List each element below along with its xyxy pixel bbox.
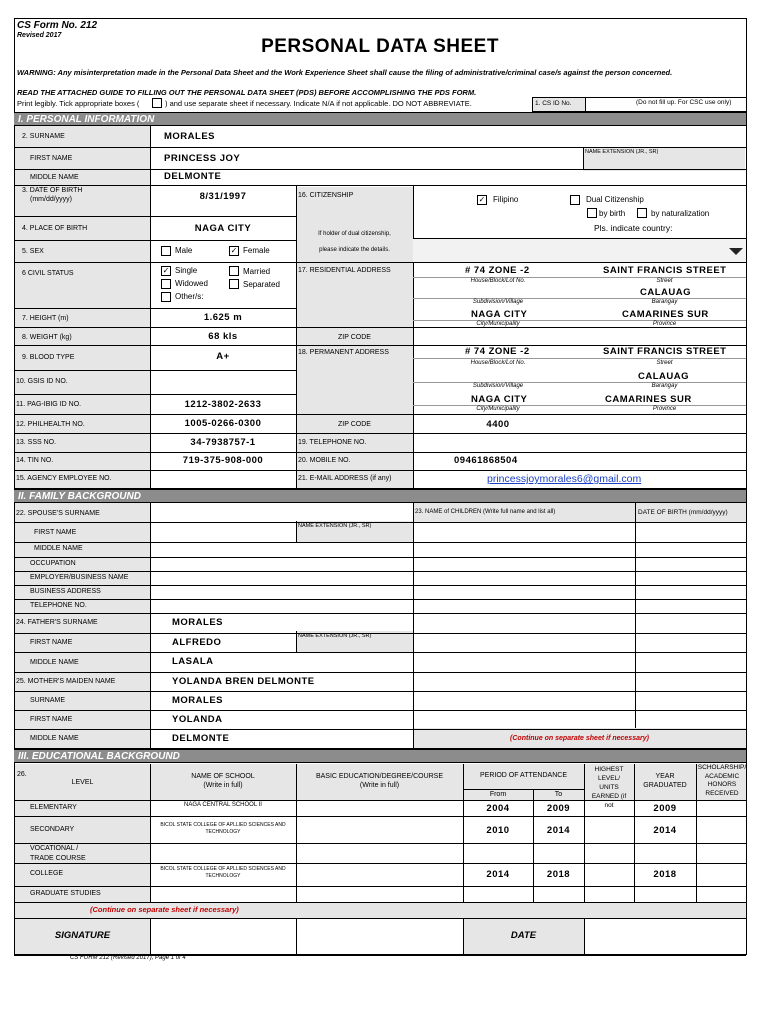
date-field[interactable] [585,919,745,954]
tin-value[interactable]: 719-375-908-000 [182,455,264,466]
first-name-value[interactable]: PRINCESS JOY [164,153,241,164]
father-surname-label: 24. FATHER'S SURNAME [16,619,98,626]
edu-year-secondary[interactable]: 2014 [653,825,677,836]
edu-school-college[interactable]: BICOL STATE COLLEGE OF APLLIED SCIENCES AND TECHNOLOGY [160,866,286,879]
res-province-value[interactable]: CAMARINES SUR [622,309,709,320]
signature-field[interactable] [151,919,462,954]
mother-maiden-value[interactable]: YOLANDA BREN DELMONTE [172,676,315,687]
email-label: 21. E-MAIL ADDRESS (if any) [298,475,392,482]
mother-first-name-label: FIRST NAME [30,716,73,723]
philhealth-value[interactable]: 1005-0266-0300 [184,418,262,429]
res-street-value[interactable]: SAINT FRANCIS STREET [603,265,727,276]
sex-female-label: Female [243,246,270,255]
weight-label: 8. WEIGHT (kg) [22,334,72,341]
do-not-fill-note: (Do not fill up. For CSC use only) [636,99,732,106]
res-city-sublabel: City/Municipality [476,321,520,327]
warning-text: WARNING: Any misinterpretation made in the Personal Data Sheet and the Work Experience Sheet shall cause the filing of administrative/criminal case/s against the person concerned. [17,68,673,77]
mother-surname-label: SURNAME [30,697,66,704]
father-surname-value[interactable]: MORALES [172,617,223,628]
by-naturalization-checkbox[interactable] [637,208,647,218]
res-subdivision-sublabel: Subdivision/Village [472,299,524,305]
dob-format-label: (mm/dd/yyyy) [30,196,72,203]
sex-label: 5. SEX [22,248,44,255]
perm-zip-value[interactable]: 4400 [486,419,510,430]
mobile-value[interactable]: 09461868504 [454,455,518,466]
dual-citizenship-note: If holder of dual citizenship, please indicate the details. [318,231,391,253]
children-dob-header: DATE OF BIRTH (mm/dd/yyyy) [638,509,728,516]
pagibig-value[interactable]: 1212-3802-2633 [184,399,262,410]
perm-province-value[interactable]: CAMARINES SUR [605,394,692,405]
edu-school-elementary[interactable]: NAGA CENTRAL SCHOOL II [184,802,262,808]
dob-value[interactable]: 8/31/1997 [199,191,247,202]
res-province-sublabel: Province [652,321,677,327]
civil-widowed-label: Widowed [175,279,208,288]
perm-zip-label: ZIP CODE [338,421,371,428]
edu-from-elementary[interactable]: 2004 [486,803,510,814]
middle-name-value[interactable]: DELMONTE [164,171,222,182]
father-first-name-label: FIRST NAME [30,639,73,646]
from-header: From [489,791,507,798]
gsis-label: 10. GSIS ID NO. [16,378,68,385]
honors-header: SCHOLARSHIP/ ACADEMIC HONORS RECEIVED [697,764,747,797]
period-header: PERIOD OF ATTENDANCE [480,772,567,779]
res-house-sublabel: House/Block/Lot No. [470,278,526,284]
form-number: CS Form No. 212 [17,20,98,31]
perm-barangay-sublabel: Barangay [651,383,678,389]
level-header: LEVEL [71,779,94,786]
res-barangay-sublabel: Barangay [651,299,678,305]
by-birth-checkbox[interactable] [587,208,597,218]
sss-label: 13. SSS NO. [16,439,57,446]
spouse-surname-label: 22. SPOUSE'S SURNAME [16,510,100,517]
perm-house-value[interactable]: # 74 ZONE -2 [465,346,530,357]
place-of-birth-label: 4. PLACE OF BIRTH [22,225,88,232]
edu-level-graduate: GRADUATE STUDIES [30,890,101,897]
height-value[interactable]: 1.625 m [203,312,243,323]
signature-label: SIGNATURE [54,930,111,941]
edu-level-elementary: ELEMENTARY [30,804,77,811]
mother-surname-value[interactable]: MORALES [172,695,223,706]
father-middle-name-label: MIDDLE NAME [30,659,79,666]
civil-married-label: Married [243,267,271,276]
edu-to-secondary[interactable]: 2014 [546,825,571,836]
perm-street-value[interactable]: SAINT FRANCIS STREET [603,346,727,357]
telephone-label: 19. TELEPHONE NO. [298,439,367,446]
perm-barangay-value[interactable]: CALAUAG [638,371,689,382]
to-header: To [554,791,563,798]
business-address-label: BUSINESS ADDRESS [30,588,101,595]
edu-level-college: COLLEGE [30,870,64,877]
edu-to-college[interactable]: 2018 [546,869,571,880]
perm-city-value[interactable]: NAGA CITY [471,394,528,405]
family-continue-note: (Continue on separate sheet if necessary) [510,735,649,742]
blood-type-label: 9. BLOOD TYPE [22,354,75,361]
section-family-background: II. FAMILY BACKGROUND [14,489,746,503]
edu-year-college[interactable]: 2018 [653,869,677,880]
surname-label: 2. SURNAME [22,133,65,140]
mother-first-name-value[interactable]: YOLANDA [172,714,223,725]
edu-year-elementary[interactable]: 2009 [653,803,677,814]
chevron-down-icon[interactable] [729,248,743,255]
weight-value[interactable]: 68 kls [208,331,238,342]
residential-address-label: 17. RESIDENTIAL ADDRESS [298,267,391,274]
section-personal-information: I. PERSONAL INFORMATION [14,112,746,126]
edu-level-secondary: SECONDARY [30,826,75,833]
middle-name-label: MIDDLE NAME [30,174,79,181]
res-city-value[interactable]: NAGA CITY [471,309,528,320]
citizenship-label: 16. CITIZENSHIP [298,192,354,199]
surname-value[interactable]: MORALES [164,131,215,142]
education-continue-note: (Continue on separate sheet if necessary) [90,905,239,914]
name-extension-label: NAME EXTENSION (JR., SR) [585,149,659,155]
perm-province-sublabel: Province [652,406,677,412]
school-header: NAME OF SCHOOL (Write in full) [191,773,255,789]
dual-citizenship-option-label: Dual Citizenship [586,195,644,204]
res-zip-label: ZIP CODE [338,334,371,341]
res-house-value[interactable]: # 74 ZONE -2 [465,265,530,276]
civil-separated-label: Separated [243,280,280,289]
philhealth-label: 12. PHILHEALTH NO. [16,421,85,428]
occupation-label: OCCUPATION [30,560,76,567]
date-label: DATE [510,930,537,941]
civil-single-label: Single [175,266,198,275]
edu-to-elementary[interactable]: 2009 [546,803,571,814]
form-revised: Revised 2017 [17,32,62,39]
mother-middle-name-value[interactable]: DELMONTE [172,733,230,744]
sample-checkbox [152,98,162,108]
father-middle-name-value[interactable]: LASALA [172,656,214,667]
civil-widowed-checkbox[interactable] [161,279,171,289]
first-name-label: FIRST NAME [30,155,73,162]
sex-male-label: Male [175,246,193,255]
read-guide-text: READ THE ATTACHED GUIDE TO FILLING OUT THE PERSONAL DATA SHEET (PDS) BEFORE ACCOMPLISHING THE PDS FORM. [17,88,477,97]
res-street-sublabel: Street [656,278,673,284]
section-educational-background: III. EDUCATIONAL BACKGROUND [14,749,746,763]
civil-others-label: Other/s: [175,292,204,301]
father-first-name-value[interactable]: ALFREDO [172,637,222,648]
civil-status-label: 6 CIVIL STATUS [22,270,74,277]
filipino-option-label: Filipino [493,195,519,204]
print-legibly-text-2: ) and use separate sheet if necessary. Indicate N/A if not applicable. DO NOT ABBREVIATE. [165,99,472,108]
units-header: HIGHEST LEVEL/ UNITS EARNED (if not [591,766,627,809]
permanent-address-label: 18. PERMANENT ADDRESS [298,349,389,356]
spouse-first-name-label: FIRST NAME [34,529,77,536]
children-header: 23. NAME of CHILDREN (Write full name and list all) [415,509,556,515]
mother-middle-name-label: MIDDLE NAME [30,735,79,742]
mobile-label: 20. MOBILE NO. [298,457,351,464]
year-graduated-header: YEAR GRADUATED [643,773,687,789]
by-birth-option-label: by birth [599,209,626,218]
indicate-country-label: Pls. indicate country: [594,223,673,233]
civil-others-checkbox[interactable] [161,292,171,302]
dual-citizenship-checkbox[interactable] [570,195,580,205]
filipino-checkbox[interactable]: ✓ [478,195,486,204]
edu-from-secondary[interactable]: 2010 [486,825,510,836]
education-item-number: 26. [17,771,27,778]
page-footer-note: CS FORM 212 (Revised 2017), Page 1 of 4 [70,955,186,961]
edu-level-vocational: VOCATIONAL / TRADE COURSE [30,845,86,862]
height-label: 7. HEIGHT (m) [22,315,69,322]
blood-type-value[interactable]: A+ [216,351,230,362]
res-barangay-value[interactable]: CALAUAG [640,287,691,298]
civil-single-checkbox[interactable]: ✓ [162,266,170,275]
cs-id-label: 1. CS ID No. [535,100,572,107]
sss-value[interactable]: 34-7938757-1 [190,437,256,448]
place-of-birth-value[interactable]: NAGA CITY [194,223,252,234]
spouse-telephone-label: TELEPHONE NO. [30,602,87,609]
perm-street-sublabel: Street [656,360,673,366]
sex-female-checkbox[interactable]: ✓ [230,246,238,255]
father-name-ext-label: NAME EXTENSION (JR., SR) [298,633,372,639]
perm-subdivision-sublabel: Subdivision/Village [472,383,524,389]
dob-label: 3. DATE OF BIRTH [22,187,83,194]
perm-house-sublabel: House/Block/Lot No. [470,360,526,366]
mother-maiden-label: 25. MOTHER'S MAIDEN NAME [16,678,116,685]
perm-city-sublabel: City/Municipality [476,406,520,412]
sex-male-checkbox[interactable] [161,246,171,256]
pagibig-label: 11. PAG-IBIG ID NO. [16,401,82,408]
print-legibly-text: Print legibly. Tick appropriate boxes ( [17,99,140,108]
tin-label: 14. TIN NO. [16,457,54,464]
edu-from-college[interactable]: 2014 [486,869,510,880]
spouse-middle-name-label: MIDDLE NAME [34,545,83,552]
by-naturalization-option-label: by naturalization [651,209,710,218]
spouse-name-ext-label: NAME EXTENSION (JR., SR) [298,523,372,529]
employer-label: EMPLOYER/BUSINESS NAME [30,574,129,581]
edu-school-secondary[interactable]: BICOL STATE COLLEGE OF APLLIED SCIENCES AND TECHNOLOGY [160,822,286,835]
course-header: BASIC EDUCATION/DEGREE/COURSE (Write in full) [315,773,444,789]
email-value[interactable]: princessjoymorales6@gmail.com [487,473,642,485]
agency-employee-label: 15. AGENCY EMPLOYEE NO. [16,475,112,482]
page-title: PERSONAL DATA SHEET [261,36,499,57]
civil-married-checkbox[interactable] [229,266,239,276]
country-dropdown[interactable] [413,239,746,262]
civil-separated-checkbox[interactable] [229,279,239,289]
